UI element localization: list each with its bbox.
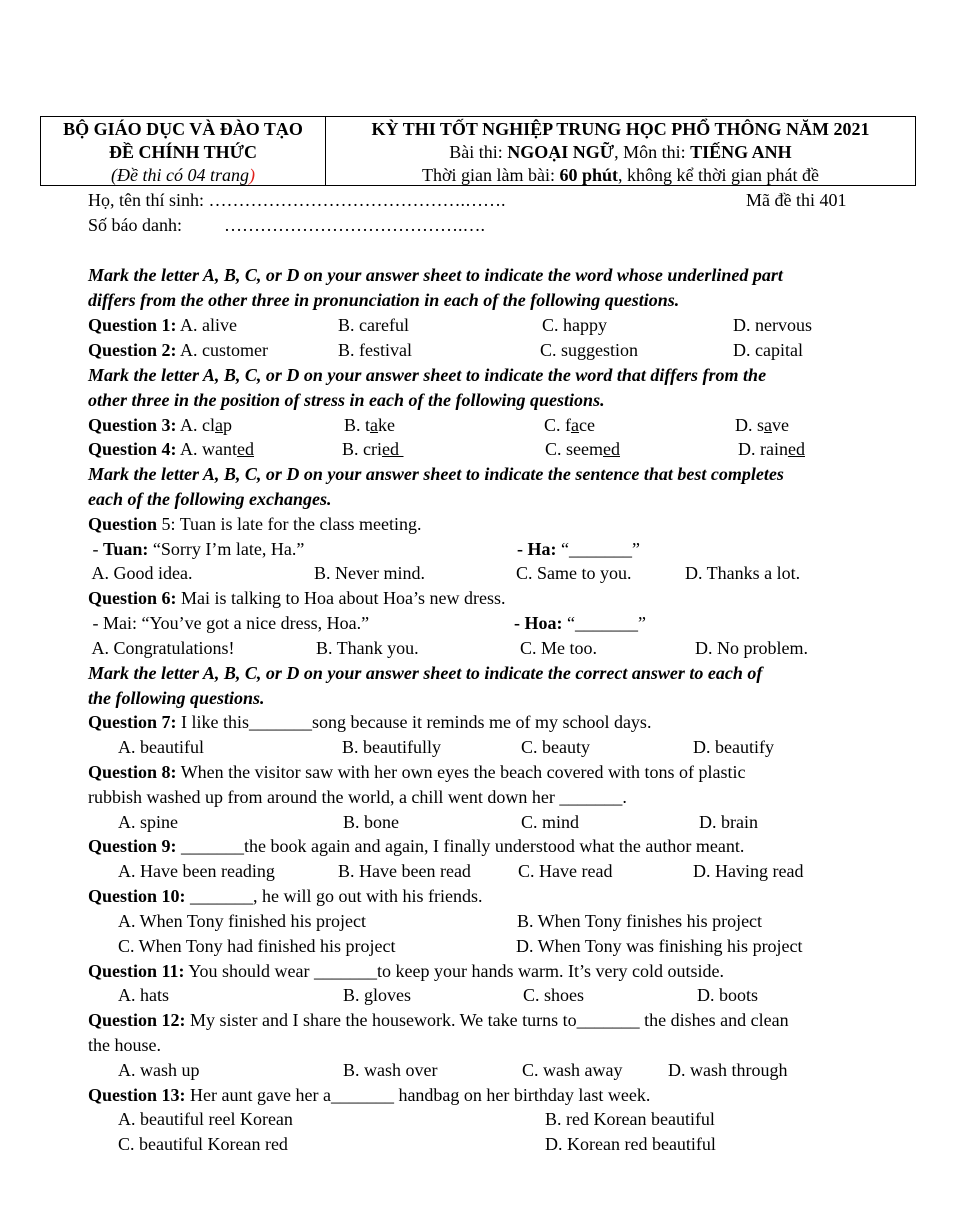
instruction-stress-1: Mark the letter A, B, C, or D on your answer sheet to indicate the word that differs from the <box>88 365 767 385</box>
q1-option-c: C. happy <box>542 315 607 335</box>
exam-code: Mã đề thi 401 <box>746 190 847 210</box>
question-12: Question 12: My sister and I share the housework. We take turns to_______ the dishes and clean <box>88 1010 789 1030</box>
header-left-cell <box>41 117 326 185</box>
question-12-cont: the house. <box>88 1035 161 1055</box>
pages-note: (Đề thi có 04 trang) <box>111 165 255 185</box>
instruction-correct-1: Mark the letter A, B, C, or D on your answer sheet to indicate the correct answer to each of <box>88 663 763 683</box>
q5-dialogue-ha: - Ha: “_______” <box>517 539 640 559</box>
q13-option-a: A. beautiful reel Korean <box>118 1109 293 1129</box>
candidate-name-field: Họ, tên thí sinh: …………………………………….……. <box>88 190 506 210</box>
q11-option-b: B. gloves <box>343 985 412 1005</box>
q7-option-a: A. beautiful <box>118 737 204 757</box>
q5-option-a: A. Good idea. <box>88 563 193 583</box>
question-8-cont: rubbish washed up from around the world, a chill went down her _______. <box>88 787 627 807</box>
q9-option-a: A. Have been reading <box>118 861 275 881</box>
question-3: Question 3: A. clap <box>88 415 233 435</box>
q8-option-d: D. brain <box>699 812 758 832</box>
q3-option-d: D. save <box>735 415 790 435</box>
q12-option-d: D. wash through <box>668 1060 788 1080</box>
q2-option-b: B. festival <box>338 340 412 360</box>
q5-option-b: B. Never mind. <box>314 563 425 583</box>
instruction-stress-2: other three in the position of stress in each of the following questions. <box>88 390 605 410</box>
q5-option-d: D. Thanks a lot. <box>685 563 801 583</box>
q3-option-c: C. face <box>544 415 595 435</box>
q10-option-c: C. When Tony had finished his project <box>118 936 396 956</box>
instruction-pronunciation-2: differs from the other three in pronunciation in each of the following questions. <box>88 290 680 310</box>
question-6: Question 6: Mai is talking to Hoa about Hoa’s new dress. <box>88 588 506 608</box>
question-9: Question 9: _______the book again and again, I finally understood what the author meant. <box>88 836 745 856</box>
q6-option-d: D. No problem. <box>695 638 808 658</box>
q6-dialogue-mai: - Mai: “You’ve got a nice dress, Hoa.” <box>88 613 370 633</box>
q3-option-b: B. take <box>344 415 396 435</box>
q9-option-d: D. Having read <box>693 861 804 881</box>
q12-option-a: A. wash up <box>118 1060 200 1080</box>
q4-option-d: D. rained <box>738 439 805 459</box>
q5-dialogue-tuan: - Tuan: “Sorry I’m late, Ha.” <box>88 539 305 559</box>
q7-option-b: B. beautifully <box>342 737 441 757</box>
q8-option-c: C. mind <box>521 812 580 832</box>
instruction-exchange-2: each of the following exchanges. <box>88 489 332 509</box>
q10-option-b: B. When Tony finishes his project <box>517 911 763 931</box>
exam-header <box>40 116 916 186</box>
q1-option-b: B. careful <box>338 315 409 335</box>
q12-option-b: B. wash over <box>343 1060 438 1080</box>
question-7: Question 7: I like this_______song because it reminds me of my school days. <box>88 712 652 732</box>
q12-option-c: C. wash away <box>522 1060 623 1080</box>
q13-option-b: B. red Korean beautiful <box>545 1109 715 1129</box>
question-10: Question 10: _______, he will go out with his friends. <box>88 886 483 906</box>
q13-option-c: C. beautiful Korean red <box>118 1134 288 1154</box>
candidate-id-dots: ………………………………….…. <box>224 215 485 235</box>
q6-option-c: C. Me too. <box>520 638 598 658</box>
question-4: Question 4: A. wanted <box>88 439 255 459</box>
ministry-name: BỘ GIÁO DỤC VÀ ĐÀO TẠO <box>63 119 303 139</box>
q11-option-c: C. shoes <box>523 985 585 1005</box>
q10-option-d: D. When Tony was finishing his project <box>516 936 803 956</box>
question-2: Question 2: A. customer <box>88 340 269 360</box>
instruction-exchange-1: Mark the letter A, B, C, or D on your answer sheet to indicate the sentence that best completes <box>88 464 784 484</box>
q4-option-c: C. seemed <box>545 439 620 459</box>
question-11: Question 11: You should wear _______to keep your hands warm. It’s very cold outside. <box>88 961 724 981</box>
q13-option-d: D. Korean red beautiful <box>545 1134 716 1154</box>
subject-line: Bài thi: NGOẠI NGỮ, Môn thi: TIẾNG ANH <box>449 142 792 162</box>
time-line: Thời gian làm bài: 60 phút, không kể thời gian phát đề <box>421 165 819 185</box>
q7-option-d: D. beautify <box>693 737 774 757</box>
candidate-id-label: Số báo danh: <box>88 215 182 235</box>
exam-title: KỲ THI TỐT NGHIỆP TRUNG HỌC PHỔ THÔNG NĂM 2021 <box>371 119 870 139</box>
instruction-pronunciation-1: Mark the letter A, B, C, or D on your answer sheet to indicate the word whose underlined part <box>88 265 783 285</box>
q1-option-d: D. nervous <box>733 315 812 335</box>
q2-option-c: C. suggestion <box>540 340 639 360</box>
q6-dialogue-hoa: - Hoa: “_______” <box>514 613 646 633</box>
q7-option-c: C. beauty <box>521 737 590 757</box>
q8-option-b: B. bone <box>343 812 399 832</box>
q11-option-d: D. boots <box>697 985 759 1005</box>
instruction-correct-2: the following questions. <box>88 688 265 708</box>
q11-option-a: A. hats <box>118 985 169 1005</box>
question-1: Question 1: A. alive <box>88 315 238 335</box>
header-right-cell <box>326 117 915 185</box>
q2-option-d: D. capital <box>733 340 803 360</box>
question-13: Question 13: Her aunt gave her a_______ handbag on her birthday last week. <box>88 1085 651 1105</box>
q6-option-a: A. Congratulations! <box>88 638 235 658</box>
official-label: ĐỀ CHÍNH THỨC <box>108 142 258 162</box>
q5-option-c: C. Same to you. <box>516 563 632 583</box>
q6-option-b: B. Thank you. <box>316 638 419 658</box>
question-8: Question 8: When the visitor saw with her own eyes the beach covered with tons of plastic <box>88 762 746 782</box>
q9-option-b: B. Have been read <box>338 861 471 881</box>
q4-option-b: B. cried <box>342 439 404 459</box>
q8-option-a: A. spine <box>118 812 178 832</box>
question-5: Question 5: Tuan is late for the class meeting. <box>88 514 422 534</box>
q10-option-a: A. When Tony finished his project <box>118 911 367 931</box>
q9-option-c: C. Have read <box>518 861 613 881</box>
